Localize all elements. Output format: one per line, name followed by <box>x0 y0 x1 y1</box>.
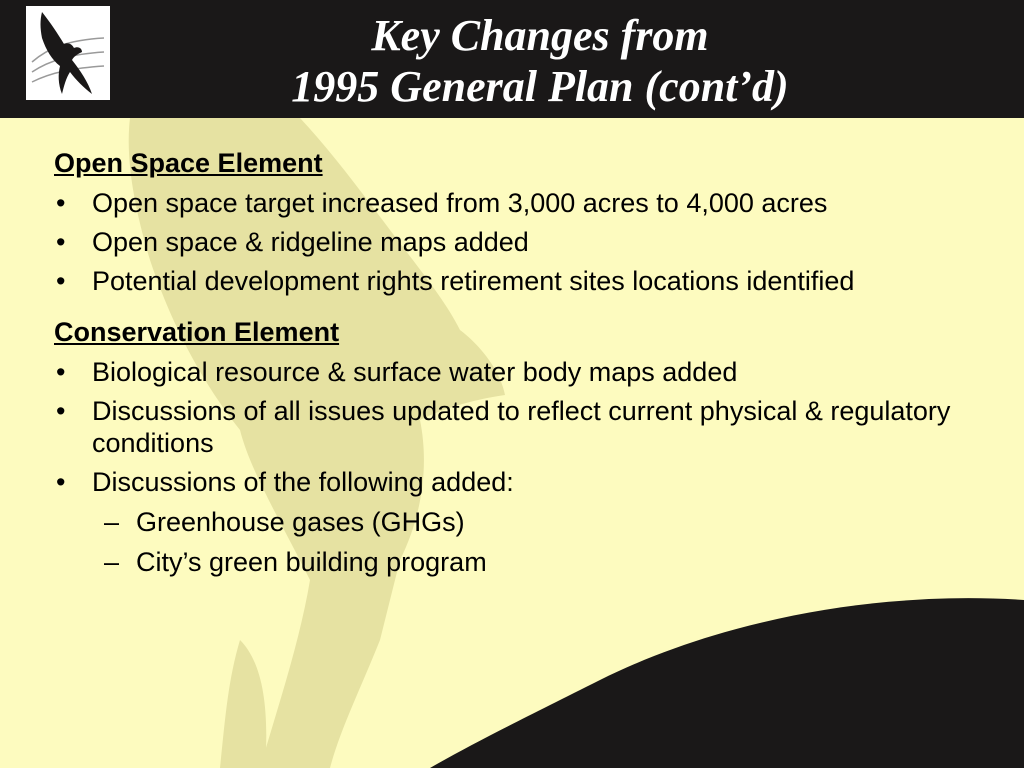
title-line-2: 1995 General Plan (cont’d) <box>291 62 789 111</box>
title-line-1: Key Changes from <box>371 11 709 60</box>
bullet-text: Open space target increased from 3,000 acres to 4,000 acres <box>92 188 828 218</box>
bullet-mark: • <box>56 396 66 426</box>
dash-mark: – <box>104 507 120 537</box>
sub-bullet-item <box>54 506 954 538</box>
bullet-text: Discussions of all issues updated to reflect current physical & regulatory conditions <box>92 396 951 458</box>
page-title <box>120 10 960 112</box>
bullet-mark: • <box>56 266 66 296</box>
section-heading-open-space: Open Space Element <box>54 148 323 178</box>
bullet-text: Discussions of the following added: <box>92 467 514 497</box>
slide-content <box>54 146 954 578</box>
bullet-mark: • <box>56 188 66 218</box>
bullet-text: Open space & ridgeline maps added <box>92 227 529 257</box>
bullet-item <box>54 226 954 258</box>
bullet-text: Biological resource & surface water body maps added <box>92 357 738 387</box>
bullet-item <box>54 265 954 297</box>
logo <box>26 6 110 100</box>
sub-bullet-text: Greenhouse gases (GHGs) <box>136 507 465 537</box>
section-heading-conservation: Conservation Element <box>54 317 340 347</box>
eagle-icon <box>28 8 108 98</box>
bullet-mark: • <box>56 357 66 387</box>
bullet-item <box>54 395 954 459</box>
header-bar <box>0 0 1024 118</box>
bullet-item <box>54 466 954 498</box>
bullet-mark: • <box>56 467 66 497</box>
bullet-item <box>54 356 954 388</box>
bullet-text: Potential development rights retirement sites locations identified <box>92 266 855 296</box>
bullet-item <box>54 187 954 219</box>
bullet-mark: • <box>56 227 66 257</box>
sub-bullet-text: City’s green building program <box>136 547 487 577</box>
sub-bullet-item <box>54 546 954 578</box>
dash-mark: – <box>104 547 120 577</box>
